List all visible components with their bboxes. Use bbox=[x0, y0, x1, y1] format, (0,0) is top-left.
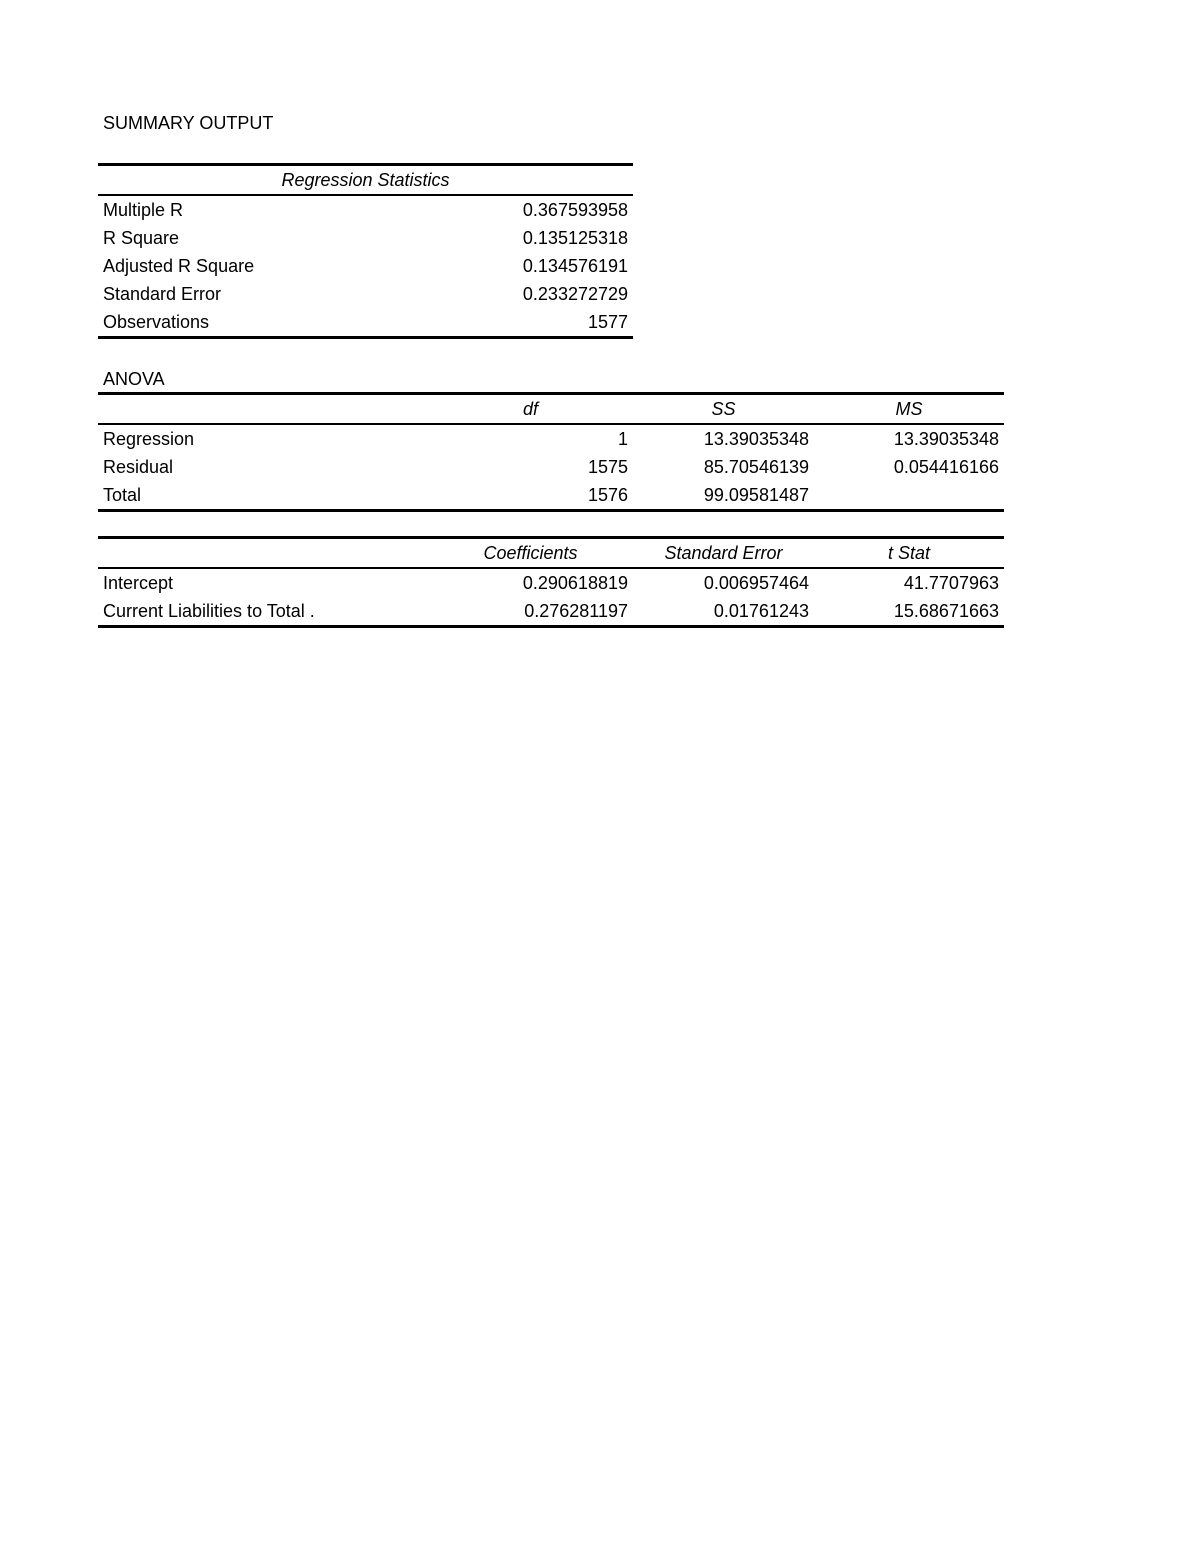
stat-label: Standard Error bbox=[103, 284, 222, 304]
regression-statistics-header: Regression Statistics bbox=[98, 165, 633, 196]
anova-table bbox=[98, 392, 1004, 512]
row-label: Current Liabilities to Total . bbox=[98, 597, 428, 627]
stat-value: 0.367593958 bbox=[522, 200, 629, 220]
df-cell: 1 bbox=[617, 429, 628, 449]
table-row bbox=[98, 597, 1004, 627]
column-header bbox=[98, 538, 428, 569]
row-label: Intercept bbox=[103, 573, 174, 593]
table-header-row bbox=[98, 538, 1004, 569]
row-label: Residual bbox=[103, 457, 174, 477]
ss-cell: 85.70546139 bbox=[703, 457, 809, 477]
column-header bbox=[98, 394, 428, 425]
table-row bbox=[98, 195, 633, 224]
df-cell: 1576 bbox=[428, 481, 633, 511]
stat-value: 1577 bbox=[428, 308, 633, 338]
stat-label: R Square bbox=[103, 228, 180, 248]
stat-label: Multiple R bbox=[103, 200, 184, 220]
column-header-ms: MS bbox=[814, 394, 1004, 425]
standard-error-cell: 0.01761243 bbox=[633, 597, 814, 627]
table-row bbox=[98, 308, 633, 338]
column-header-ss: SS bbox=[633, 394, 814, 425]
coefficients-table bbox=[98, 536, 1004, 628]
row-label: Total bbox=[98, 481, 428, 511]
column-header-t-stat: t Stat bbox=[814, 538, 1004, 569]
column-header-coefficients: Coefficients bbox=[428, 538, 633, 569]
anova-title: ANOVA bbox=[103, 369, 165, 389]
t-stat-cell: 41.7707963 bbox=[903, 573, 999, 593]
column-header-standard-error: Standard Error bbox=[633, 538, 814, 569]
table-row bbox=[98, 252, 633, 280]
page-title: SUMMARY OUTPUT bbox=[103, 113, 274, 133]
ms-cell: 0.054416166 bbox=[893, 457, 999, 477]
ss-cell: 99.09581487 bbox=[633, 481, 814, 511]
df-cell: 1575 bbox=[587, 457, 628, 477]
table-header-row bbox=[98, 165, 633, 196]
ss-cell: 13.39035348 bbox=[703, 429, 809, 449]
table-row bbox=[98, 568, 1004, 597]
coefficient-cell: 0.276281197 bbox=[428, 597, 633, 627]
stat-value: 0.134576191 bbox=[522, 256, 629, 276]
table-row bbox=[98, 224, 633, 252]
table-header-row bbox=[98, 394, 1004, 425]
row-label: Regression bbox=[103, 429, 195, 449]
table-row bbox=[98, 280, 633, 308]
ms-cell bbox=[814, 481, 1004, 511]
column-header-df: df bbox=[428, 394, 633, 425]
coefficient-cell: 0.290618819 bbox=[522, 573, 628, 593]
table-row bbox=[98, 424, 1004, 453]
table-row bbox=[98, 453, 1004, 481]
regression-statistics-table bbox=[98, 163, 633, 339]
t-stat-cell: 15.68671663 bbox=[814, 597, 1004, 627]
stat-value: 0.135125318 bbox=[522, 228, 629, 248]
stat-value: 0.233272729 bbox=[522, 284, 629, 304]
ms-cell: 13.39035348 bbox=[893, 429, 999, 449]
stat-label: Adjusted R Square bbox=[103, 256, 255, 276]
table-row bbox=[98, 481, 1004, 511]
standard-error-cell: 0.006957464 bbox=[703, 573, 809, 593]
stat-label: Observations bbox=[98, 308, 428, 338]
